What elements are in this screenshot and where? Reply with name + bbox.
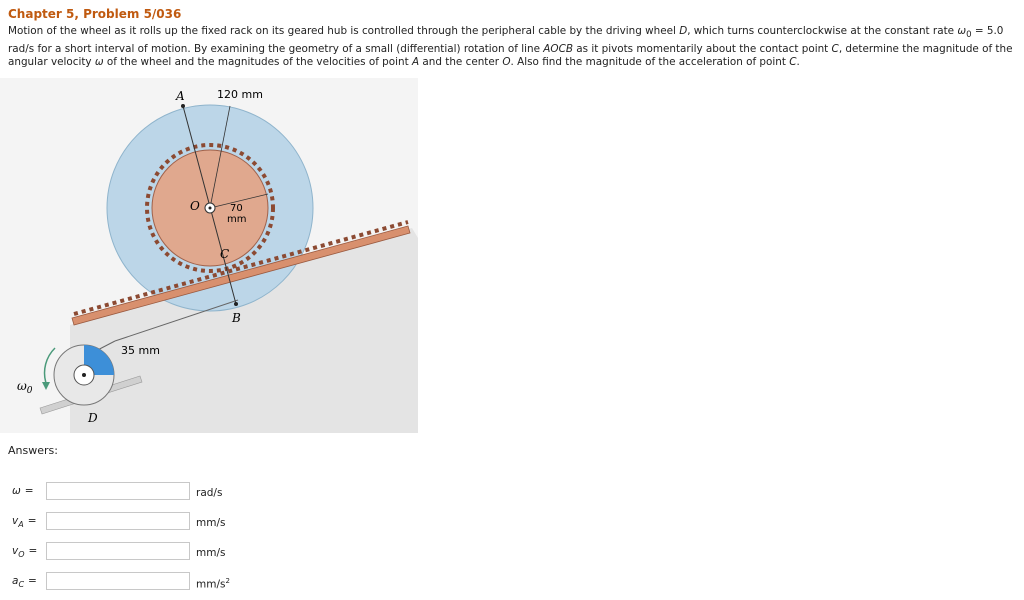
omega-input[interactable]: [46, 482, 190, 500]
point-a: [181, 104, 185, 108]
label-omega0: $\omega_0$: [17, 379, 33, 396]
answer-label-ac: $a_C$ =: [12, 575, 37, 590]
vo-input[interactable]: [46, 542, 190, 560]
answers-label: Answers:: [8, 444, 58, 457]
answer-row-omega: [0, 482, 260, 504]
problem-figure: [0, 78, 420, 433]
dim-70-number: 70: [230, 203, 243, 214]
label-a: A: [176, 89, 185, 103]
answer-label-omega: ω =: [12, 485, 34, 497]
unit-mm-s2: $mm/s^2$: [196, 577, 230, 591]
unit-rad-s: rad/s: [196, 487, 223, 499]
dim-120-mm: 120 mm: [217, 88, 263, 101]
unit-mm-s-va: mm/s: [196, 517, 226, 529]
answer-row-ac: [0, 572, 260, 594]
dim-70-unit: mm: [227, 214, 247, 225]
answer-label-vo: $v_O$ =: [12, 545, 38, 560]
answer-row-vo: [0, 542, 260, 564]
drive-wheel-center: [82, 373, 86, 377]
label-o: O: [190, 199, 200, 213]
point-b: [234, 302, 238, 306]
label-c: C: [220, 247, 230, 261]
ac-input[interactable]: [46, 572, 190, 590]
answer-label-va: $v_A$ =: [12, 515, 37, 530]
dim-35-mm: 35 mm: [121, 344, 160, 357]
center-o-dot: [209, 207, 212, 210]
label-d: D: [88, 411, 98, 425]
va-input[interactable]: [46, 512, 190, 530]
unit-mm-s-vo: mm/s: [196, 547, 226, 559]
answer-row-va: [0, 512, 260, 534]
problem-statement: Motion of the wheel as it rolls up the fixed rack on its geared hub is controlled through the peripheral cable by the driving wheel D, which turns counterclockwise at the constant rate $\omega_0 = 5.0$ rad/s for a short interval of motion. By examining the geometry of a small (differential) rotation of line AOCB as it pivots momentarily about the contact point C, determine the magnitude of the angular velocity ω of the wheel and the magnitudes of the velocities of point A and the center O. Also find the magnitude of the acceleration of point C.: [8, 25, 1013, 69]
problem-title: Chapter 5, Problem 5/036: [8, 7, 182, 21]
label-b: B: [232, 311, 241, 325]
